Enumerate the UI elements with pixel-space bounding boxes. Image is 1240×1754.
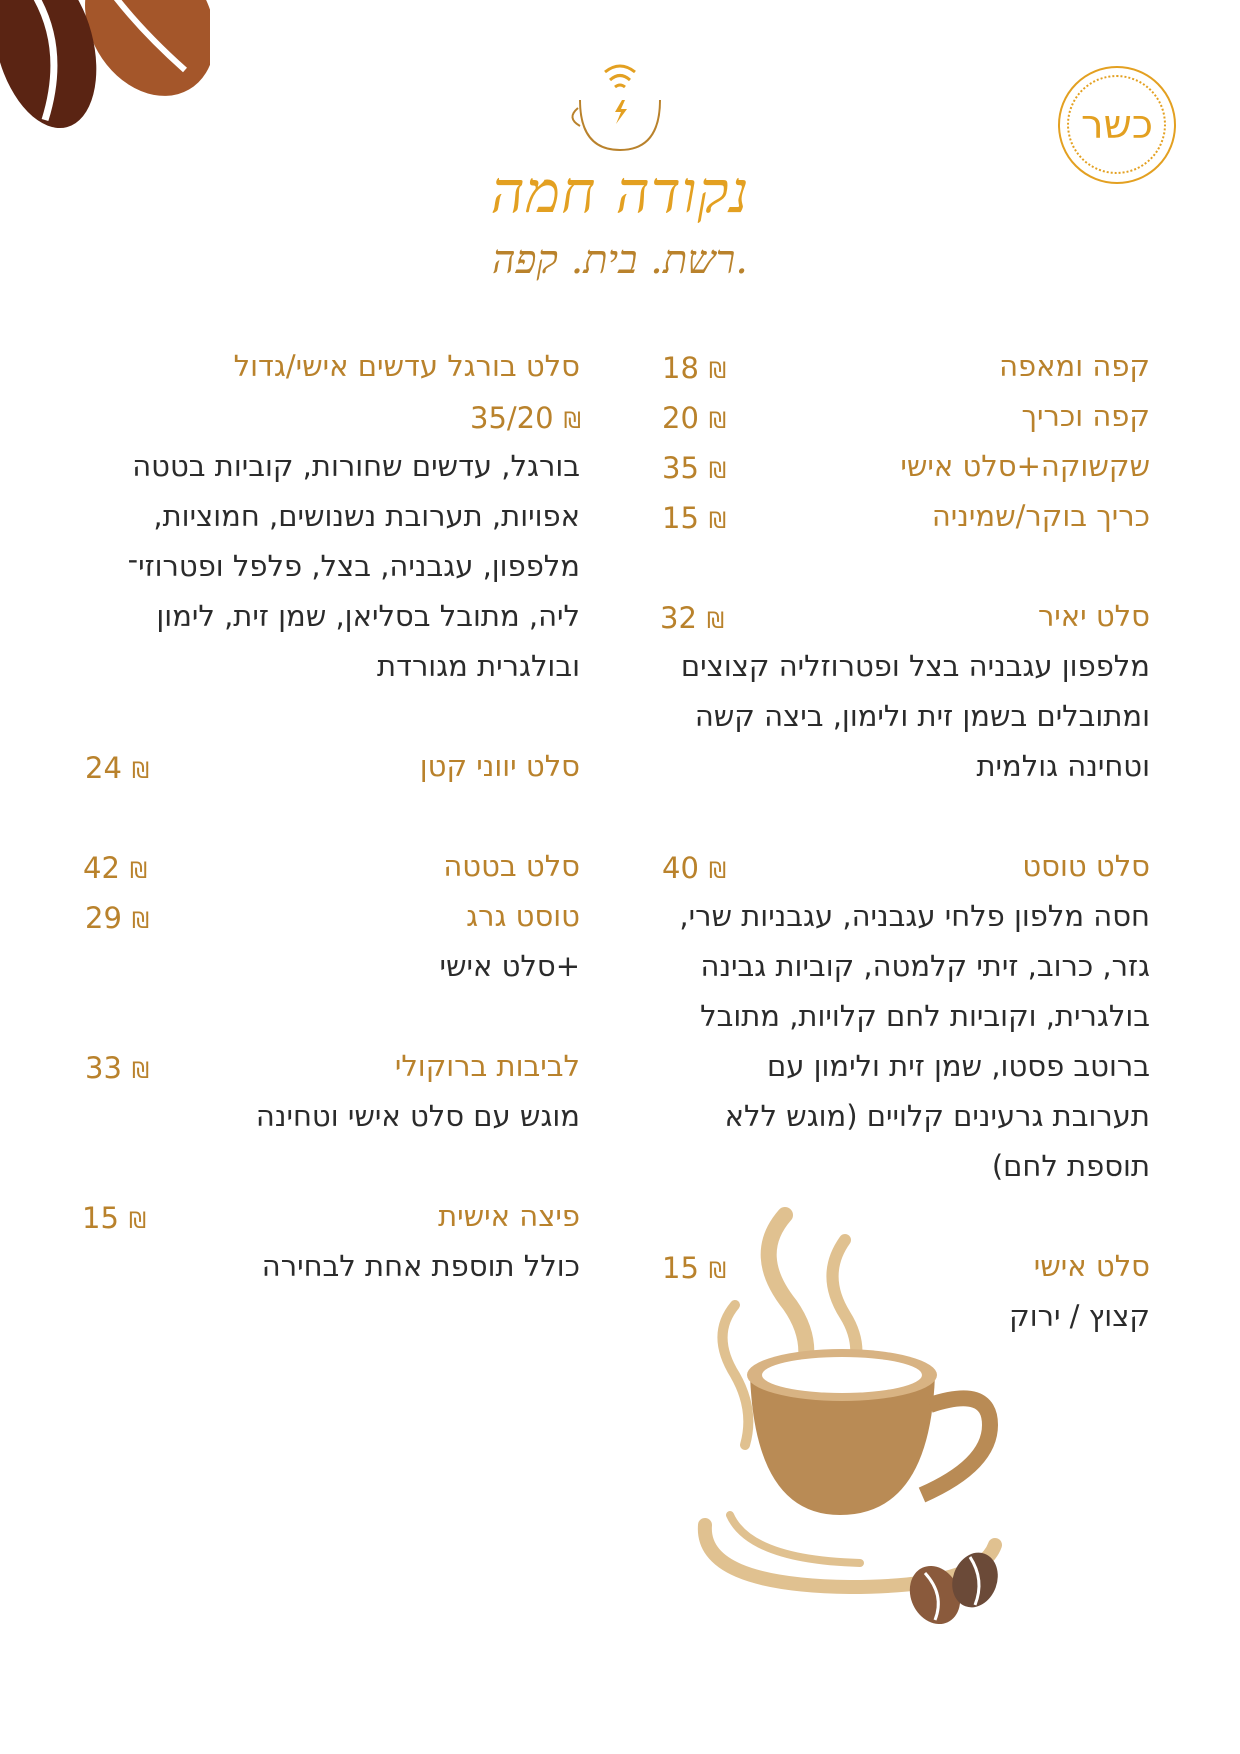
kosher-label: כשר	[1080, 102, 1154, 148]
brand-name: נקודה חמה	[490, 158, 750, 226]
menu-item-desc: אפויות, תערובת נשנושים, חמוציות,	[153, 499, 580, 533]
brand-tagline: רשת. בית. קפה.	[492, 237, 748, 283]
menu-item-desc: תוספת לחם)	[991, 1149, 1150, 1183]
menu-item-desc: בורגל, עדשים שחורות, קוביות בטטה	[132, 449, 580, 483]
menu-item-price: 20 ₪	[662, 401, 727, 435]
menu-item-title: סלט אישי	[1033, 1249, 1150, 1283]
menu-item-desc: ברוטב פסטו, שמן זית ולימון עם	[766, 1049, 1150, 1083]
menu-item-price: 15 ₪	[82, 1201, 147, 1235]
menu-item-desc: +סלט אישי	[439, 949, 580, 983]
menu-item-desc: קצוץ / ירוק	[1009, 1299, 1150, 1333]
menu-item-desc: מוגש עם סלט אישי וטחינה	[255, 1099, 580, 1133]
menu-item-price: 15 ₪	[662, 501, 727, 535]
menu-item-title: קפה וכריך	[1021, 399, 1150, 433]
menu-item-title: טוסט גרג	[466, 899, 580, 933]
menu-item-desc: כולל תוספת אחת לבחירה	[261, 1249, 580, 1283]
menu-item-desc: בולגרית, וקוביות לחם קלויות, מתובל	[700, 999, 1150, 1033]
menu-item-title: סלט בורגל עדשים אישי/גדול	[233, 349, 580, 383]
menu-item-title: כריך בוקר/שמיניה	[931, 499, 1150, 533]
menu-item-desc: גזר, כרוב, זיתי קלמטה, קוביות גבינה	[700, 949, 1150, 983]
menu-item-desc: וטחינה גולמית	[976, 749, 1150, 783]
menu-item-price: 15 ₪	[662, 1251, 727, 1285]
menu-item-price: 42 ₪	[83, 851, 148, 885]
menu-item-price: 35/20 ₪	[470, 401, 581, 435]
menu-item-desc: חסה מלפון פלחי עגבניה, עגבניות שרי,	[679, 899, 1150, 933]
menu-item-desc: ליה, מתובל בסליאן, שמן זית, לימון	[156, 599, 580, 633]
menu-item-price: 18 ₪	[662, 351, 727, 385]
menu-item-price: 33 ₪	[85, 1051, 150, 1085]
menu-item-price: 29 ₪	[85, 901, 150, 935]
menu-item-title: שקשוקה+סלט אישי	[900, 449, 1150, 483]
menu-item-title: סלט בטטה	[443, 849, 580, 883]
kosher-badge	[1058, 66, 1176, 184]
menu-item-title: קפה ומאפה	[999, 349, 1150, 383]
coffee-beans-icon	[0, 0, 210, 135]
coffee-cup-icon	[690, 1195, 1020, 1625]
menu-item-price: 32 ₪	[660, 601, 725, 635]
menu-item-title: פיצה אישית	[438, 1199, 580, 1233]
menu-item-price: 40 ₪	[662, 851, 727, 885]
menu-item-desc: מלפפון עגבניה בצל ופטרוזליה קצוצים	[680, 649, 1150, 683]
menu-item-title: לביבות ברוקולי	[394, 1049, 580, 1083]
menu-item-desc: ומתובלים בשמן זית ולימון, ביצה קשה	[694, 699, 1150, 733]
menu-item-price: 24 ₪	[85, 751, 150, 785]
menu-item-title: סלט יווני קטן	[419, 749, 580, 783]
menu-item-desc: ובולגרית מגורדת	[377, 649, 580, 683]
menu-item-desc: תערובת גרעינים קלויים (מוגש ללא	[724, 1099, 1150, 1133]
menu-item-title: סלט טוסט	[1022, 849, 1150, 883]
menu-item-desc: מלפפון, עגבניה, בצל, פלפל ופטרוזי־	[127, 549, 580, 583]
menu-item-price: 35 ₪	[662, 451, 727, 485]
menu-item-title: סלט יאיר	[1037, 599, 1150, 633]
cup-signal-bolt-icon	[560, 60, 680, 155]
